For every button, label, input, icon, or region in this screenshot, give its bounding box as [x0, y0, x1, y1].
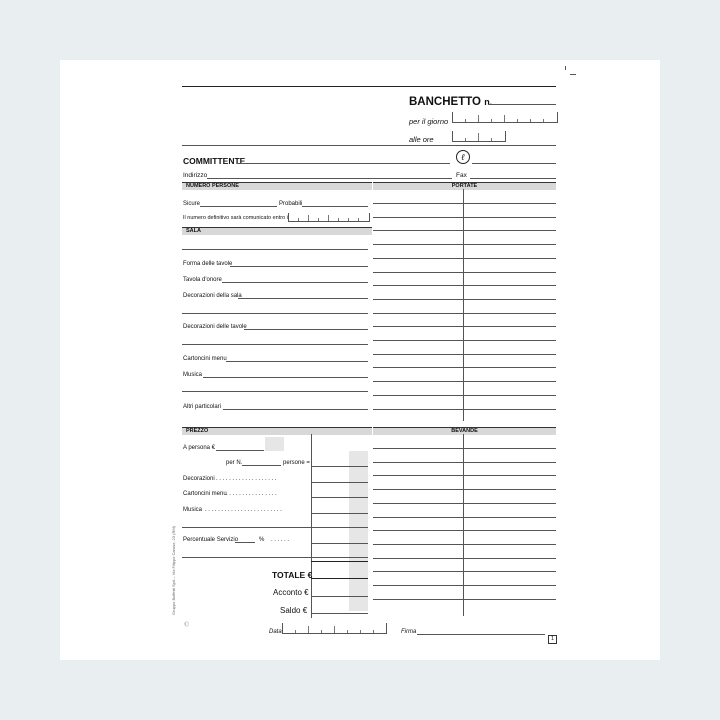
tavola-onore-field[interactable] — [222, 282, 368, 283]
bevande-row-line[interactable] — [373, 571, 556, 572]
musica-label: Musica — [183, 372, 203, 378]
dot-leader: ................ — [226, 491, 279, 497]
field-tick — [517, 119, 518, 122]
per-n-label: per N. — [226, 460, 243, 466]
a-persona-label: A persona € — [183, 445, 216, 451]
field-tick — [465, 119, 466, 122]
portate-row-line[interactable] — [373, 285, 556, 286]
bevande-row-line[interactable] — [373, 475, 556, 476]
field-tick — [478, 115, 479, 122]
portate-row-line[interactable] — [373, 381, 556, 382]
totale-field[interactable] — [311, 578, 368, 579]
decorazioni-label: Decorazioni — [183, 476, 215, 482]
field-tick — [478, 133, 479, 141]
portate-row-line[interactable] — [373, 326, 556, 327]
portate-row-line[interactable] — [373, 244, 556, 245]
portate-header: PORTATE — [373, 182, 556, 190]
field-tick — [334, 626, 335, 633]
field-tick — [504, 115, 505, 122]
saldo-label: Saldo € — [280, 606, 308, 615]
bevande-row-line[interactable] — [373, 517, 556, 518]
alle-ore-label: alle ore — [409, 135, 434, 144]
phone-circle-icon: ℓ — [456, 150, 470, 164]
portate-column-divider — [463, 189, 464, 421]
committente-label: COMMITTENTE — [183, 156, 246, 166]
prezzo-column-divider — [311, 434, 312, 618]
field-tick — [465, 138, 466, 141]
dot-leader: ................... — [216, 476, 279, 482]
decorazioni-tavole-line[interactable] — [182, 344, 368, 345]
prezzo-cartoncini-label: Cartoncini menu — [183, 491, 227, 497]
forma-tavole-field[interactable] — [230, 266, 368, 267]
banchetto-title: BANCHETTO n. — [409, 96, 493, 108]
musica-total-line[interactable] — [311, 513, 368, 514]
servizio-total-line[interactable] — [311, 543, 368, 544]
numero-persone-header: NUMERO PERSONE — [182, 182, 372, 190]
field-tick — [360, 630, 361, 633]
field-tick — [308, 626, 309, 633]
portate-row-line[interactable] — [373, 230, 556, 231]
field-tick — [308, 215, 309, 221]
prezzo-header: PREZZO — [182, 427, 372, 435]
altri-particolari-field[interactable] — [223, 409, 368, 410]
bevande-row-line[interactable] — [373, 462, 556, 463]
decorazioni-total-line[interactable] — [311, 482, 368, 483]
dot-leader: ........................ — [205, 507, 284, 513]
portate-row-line[interactable] — [373, 203, 556, 204]
header-divider — [182, 145, 556, 146]
decorazioni-sala-label: Decorazioni della sala — [183, 293, 242, 299]
top-rule — [182, 86, 556, 87]
decorazioni-sala-field[interactable] — [238, 298, 368, 299]
sicure-field[interactable] — [200, 206, 277, 207]
musica-line[interactable] — [182, 391, 368, 392]
probabili-label: Probabili — [279, 201, 303, 207]
decorazioni-tavole-label: Decorazioni delle tavole — [183, 324, 247, 330]
fax-field[interactable] — [470, 178, 556, 179]
acconto-label: Acconto € — [273, 588, 309, 597]
musica-field[interactable] — [203, 377, 368, 378]
altri-particolari-label: Altri particolari — [183, 404, 222, 410]
field-tick — [347, 630, 348, 633]
forma-tavole-label: Forma delle tavole — [183, 261, 233, 267]
field-tick — [338, 218, 339, 221]
data-label: Data — [269, 629, 282, 635]
numero-definitivo-label: Il numero definitivo sarà comunicato entro il — [183, 215, 290, 221]
dot-leader: ...... — [271, 537, 291, 543]
bevande-row-line[interactable] — [373, 544, 556, 545]
phone-field[interactable] — [472, 163, 556, 164]
per-n-field[interactable] — [242, 465, 281, 466]
bevande-row-line[interactable] — [373, 489, 556, 490]
field-tick — [491, 119, 492, 122]
per-n-total-line[interactable] — [311, 466, 368, 467]
indirizzo-field[interactable] — [207, 178, 452, 179]
decorazioni-sala-line[interactable] — [182, 313, 368, 314]
sala-header: SALA — [182, 227, 372, 235]
portate-row-line[interactable] — [373, 299, 556, 300]
portate-row-line[interactable] — [373, 272, 556, 273]
corner-mark — [565, 66, 566, 70]
cartoncini-total-line[interactable] — [311, 497, 368, 498]
time-field[interactable] — [452, 131, 506, 142]
field-tick — [358, 218, 359, 221]
portate-row-line[interactable] — [373, 258, 556, 259]
portate-row-line[interactable] — [373, 367, 556, 368]
prezzo-shaded-box — [265, 437, 284, 451]
a-persona-field[interactable] — [216, 450, 264, 451]
bevande-header: BEVANDE — [373, 427, 556, 435]
portate-row-line[interactable] — [373, 217, 556, 218]
corner-mark — [570, 74, 576, 75]
cartoncini-menu-label: Cartoncini menu — [183, 356, 227, 362]
field-tick — [530, 119, 531, 122]
committente-field[interactable] — [238, 163, 450, 164]
banchetto-number-field[interactable] — [488, 104, 556, 105]
prezzo-divider — [182, 557, 368, 558]
prezzo-musica-label: Musica — [183, 507, 203, 513]
field-tick — [321, 630, 322, 633]
totale-top-rule — [311, 561, 368, 562]
portate-row-line[interactable] — [373, 313, 556, 314]
indirizzo-label: Indirizzo — [183, 172, 208, 179]
sala-line[interactable] — [182, 249, 368, 250]
bevande-row-line[interactable] — [373, 585, 556, 586]
field-tick — [298, 218, 299, 221]
prezzo-shaded-column — [349, 451, 368, 611]
field-tick — [491, 138, 492, 141]
portate-row-line[interactable] — [373, 395, 556, 396]
field-tick — [348, 218, 349, 221]
saldo-field[interactable] — [311, 613, 368, 614]
totale-label: TOTALE € — [272, 570, 313, 580]
portate-row-line[interactable] — [373, 340, 556, 341]
field-tick — [543, 119, 544, 122]
bevande-row-line[interactable] — [373, 503, 556, 504]
bevande-row-line[interactable] — [373, 558, 556, 559]
cartoncini-menu-field[interactable] — [226, 361, 368, 362]
fax-label: Fax — [456, 172, 467, 179]
percent-label: % — [259, 537, 265, 543]
portate-row-line[interactable] — [373, 409, 556, 410]
percentuale-servizio-label: Percentuale Servizio — [183, 537, 239, 543]
firma-field[interactable] — [417, 634, 545, 635]
prezzo-extra-line[interactable] — [182, 527, 368, 528]
page-number: 1 — [548, 635, 557, 644]
bevande-row-line[interactable] — [373, 448, 556, 449]
field-tick — [295, 630, 296, 633]
persone-label: persone = — [283, 460, 310, 466]
probabili-field[interactable] — [302, 206, 368, 207]
per-il-giorno-label: per il giorno — [409, 117, 449, 126]
field-tick — [373, 630, 374, 633]
acconto-field[interactable] — [311, 596, 368, 597]
field-tick — [318, 218, 319, 221]
tavola-onore-label: Tavola d'onore — [183, 277, 222, 283]
decorazioni-tavole-field[interactable] — [244, 329, 368, 330]
portate-row-line[interactable] — [373, 354, 556, 355]
sicure-label: Sicure — [183, 201, 201, 207]
bevande-row-line[interactable] — [373, 599, 556, 600]
bevande-row-line[interactable] — [373, 530, 556, 531]
ce-mark-icon: Ⓒ — [184, 622, 190, 628]
side-publisher-text: Gruppo Buffetti SpA – Via Filippo Caruso, 23 (RM) — [171, 525, 176, 615]
firma-label: Firma — [401, 629, 417, 635]
form-sheet — [60, 60, 660, 660]
field-tick — [328, 215, 329, 221]
percentuale-field[interactable] — [235, 542, 255, 543]
